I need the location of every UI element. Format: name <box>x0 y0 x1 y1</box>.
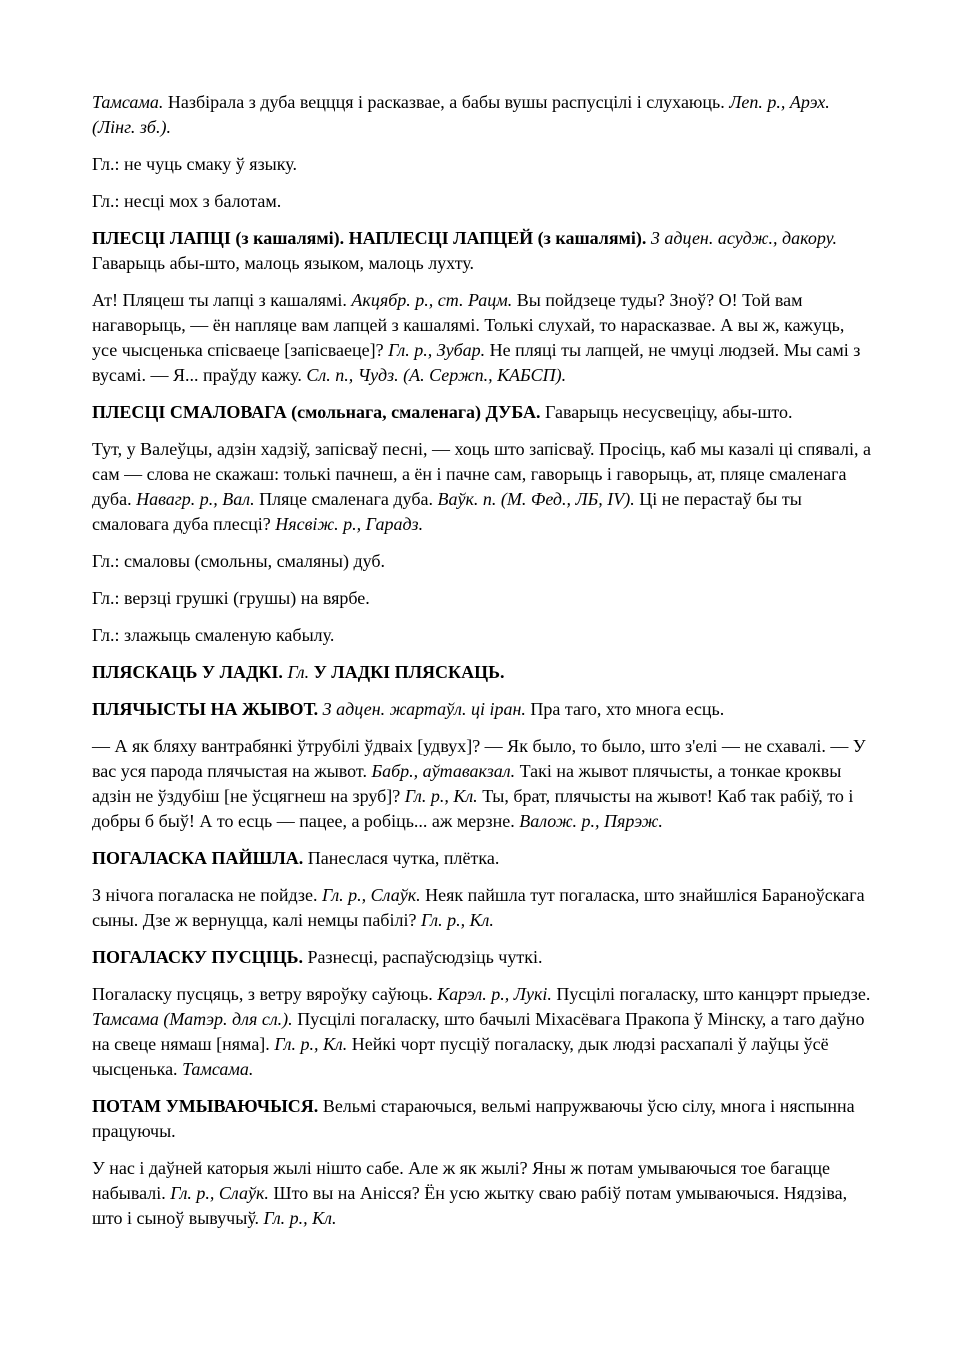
body-text: Гл.: смаловы (смольны, смаляны) дуб. <box>92 551 386 571</box>
body-text: Пляце смаленага дуба. <box>254 489 438 509</box>
body-text: Гл.: верзці грушкі (грушы) на вярбе. <box>92 588 370 608</box>
paragraph <box>92 883 872 933</box>
entry-headword: ПОГАЛАСКУ ПУСЦІЦЬ. <box>92 947 304 967</box>
citation-source: Леп. р., Арэх. (Лінг. зб.). <box>92 92 830 137</box>
paragraph <box>92 152 872 177</box>
entry-headword: ПОГАЛАСКА ПАЙШЛА. <box>92 848 304 868</box>
body-text: Пра таго, хто многа есць. <box>525 699 725 719</box>
body-text: Ат! Пляцеш ты лапці з кашалямі. <box>92 290 352 310</box>
body-text: Ці не перастаў бы ты смаловага дуба плесці? <box>92 489 802 534</box>
body-text: Неяк пайшла тут погаласка, што знайшліся Бараноўскага сыны. Дзе ж вернуцца, калі немцы пабілі? <box>92 885 865 930</box>
body-text: Нейкі чорт пусціў погаласку, дык людзі расхапалі ў лаўцы ўсё чысценька. <box>92 1034 829 1079</box>
citation-source: Нясвіж. р., Гарадз. <box>275 514 424 534</box>
paragraph <box>92 288 872 388</box>
body-text: Не пляці ты лапцей, не чмуці людзей. Мы самі з вусамі. — Я... праўду кажу. <box>92 340 861 385</box>
body-text: Погаласку пусцяць, з ветру вяроўку саўюць. <box>92 984 438 1004</box>
citation-source: Гл. р., Слаўк. <box>322 885 421 905</box>
citation-source: Гл. р., Слаўк. <box>170 1183 269 1203</box>
citation-source: Гл. р., Кл. <box>404 786 478 806</box>
body-text: Вы пойдзеце туды? Зноў? О! Той вам нагаворыць, — ён напляце вам лапцей з кашалямі. Толькі слухай, то нараcказвае. А вы ж, кажуць, усе чысценька спісваеце [запісваеце]? <box>92 290 845 360</box>
paragraph <box>92 586 872 611</box>
citation-source: Акцябр. р., ст. Рацм. <box>351 290 513 310</box>
paragraph <box>92 226 872 276</box>
citation-source: Тамсама. <box>92 92 164 112</box>
body-text: Тут, у Валеўцы, адзін хадзіў, запісваў песні, — хоць што запісваў. Просіць, каб мы казалі ці спявалі, а сам — слова не скажаш: толькі пачнеш, а ён і пачне сам, гаворыць і гаворыць, ат, пляце смаленага дуба. <box>92 439 872 509</box>
body-text: Гл.: злажыць смаленую кабылу. <box>92 625 335 645</box>
body-text: Назбірала з дуба веццця і расказвае, а бабы вушы распусцілі і слухаюць. <box>163 92 730 112</box>
body-text: Гаварыць абы-што, малоць языком, малоць лухту. <box>92 253 475 273</box>
paragraph <box>92 623 872 648</box>
paragraph <box>92 400 872 425</box>
citation-source: Карэл. р., Лукі. <box>437 984 552 1004</box>
paragraph <box>92 1156 872 1231</box>
body-text: Пусцілі погаласку, што канцэрт прыедзе. <box>551 984 871 1004</box>
body-text: Такі на жывот плячысты, а тонкае кроквы адзін не ўздубіш [не ўсцягнеш на зруб]? <box>92 761 842 806</box>
body-text: Пусцілі погаласку, што бачылі Міхасёвага Пракопа ў Мінску, а таго даўно на свеце нямаш [няма]. <box>92 1009 865 1054</box>
citation-source: Бабр., аўтавакзал. <box>371 761 516 781</box>
citation-source: Гл. р., Кл. <box>263 1208 337 1228</box>
entry-headword: ПЛЕСЦІ СМАЛОВАГА (смольнага, смаленага) ДУБА. <box>92 402 541 422</box>
paragraph <box>92 549 872 574</box>
body-text: Вельмі стараючыся, вельмі напружваючы ўсю сілу, многа і няспынна працуючы. <box>92 1096 855 1141</box>
body-text: Ты, брат, плячысты на жывот! Каб так рабіў, то і добры б быў! А то есць — пацее, а робіць... аж мерзне. <box>92 786 854 831</box>
citation-source: Гл. р., Зубар. <box>388 340 486 360</box>
paragraph <box>92 437 872 537</box>
entry-headword: ПЛЯЧЫСТЫ НА ЖЫВОТ. <box>92 699 319 719</box>
citation-source: Валож. р., Пярэж. <box>519 811 663 831</box>
paragraph <box>92 1094 872 1144</box>
body-text: Разнесці, распаўсюдзіць чуткі. <box>303 947 543 967</box>
citation-source: Сл. п., Чудз. (А. Сержп., КАБСП). <box>306 365 567 385</box>
entry-headword: ПЛЯСКАЦЬ У ЛАДКІ. <box>92 662 283 682</box>
citation-source: Ваўк. п. (М. Фед., ЛБ, IV). <box>437 489 635 509</box>
document-page <box>92 90 872 1243</box>
citation-source: Тамсама. <box>182 1059 254 1079</box>
entry-headword: ПОТАМ УМЫВАЮЧЫСЯ. <box>92 1096 319 1116</box>
paragraph <box>92 189 872 214</box>
body-text: — А як бляху вантрабянкі ўтрубілі ўдваіх [удвух]? — Як было, то было, што з'елі — не схавалі. — У вас уся парода плячыстая на жывот. <box>92 736 866 781</box>
paragraph <box>92 945 872 970</box>
entry-headword: ПЛЕСЦІ ЛАПЦІ (з кашалямі). НАПЛЕСЦІ ЛАПЦЕЙ (з кашалямі). <box>92 228 647 248</box>
paragraph <box>92 697 872 722</box>
body-text: У нас і даўней каторыя жылі ніштo сабе. Але ж як жылі? Яны ж потам умываючыся тое багацце набывалі. <box>92 1158 830 1203</box>
paragraph <box>92 660 872 685</box>
citation-source: 3 адцен. асудж., дакору. <box>646 228 837 248</box>
paragraph <box>92 846 872 871</box>
entry-headword: У ЛАДКІ ПЛЯСКАЦЬ. <box>309 662 505 682</box>
citation-source: Тамсама (Матэр. для сл.). <box>92 1009 293 1029</box>
citation-source: Гл. р., Кл. <box>420 910 494 930</box>
body-text: З нічога погаласка не пойдзе. <box>92 885 323 905</box>
paragraph <box>92 982 872 1082</box>
body-text: Панеслася чутка, плётка. <box>303 848 500 868</box>
body-text: Гаварыць несусвеціцу, абы-што. <box>540 402 793 422</box>
citation-source: Гл. р., Кл. <box>274 1034 348 1054</box>
body-text: Гл.: не чуць смаку ў языку. <box>92 154 297 174</box>
citation-source: 3 адцен. жартаўл. ці іран. <box>318 699 526 719</box>
body-text: Гл.: несці мох з балотам. <box>92 191 282 211</box>
body-text: Што вы на Анісся? Ён усю жытку сваю рабіў потам умываючыся. Нядзіва, што і сыноў вывучыў. <box>92 1183 848 1228</box>
citation-source: Гл. <box>282 662 310 682</box>
paragraph <box>92 90 872 140</box>
paragraph <box>92 734 872 834</box>
citation-source: Навагр. р., Вал. <box>136 489 255 509</box>
